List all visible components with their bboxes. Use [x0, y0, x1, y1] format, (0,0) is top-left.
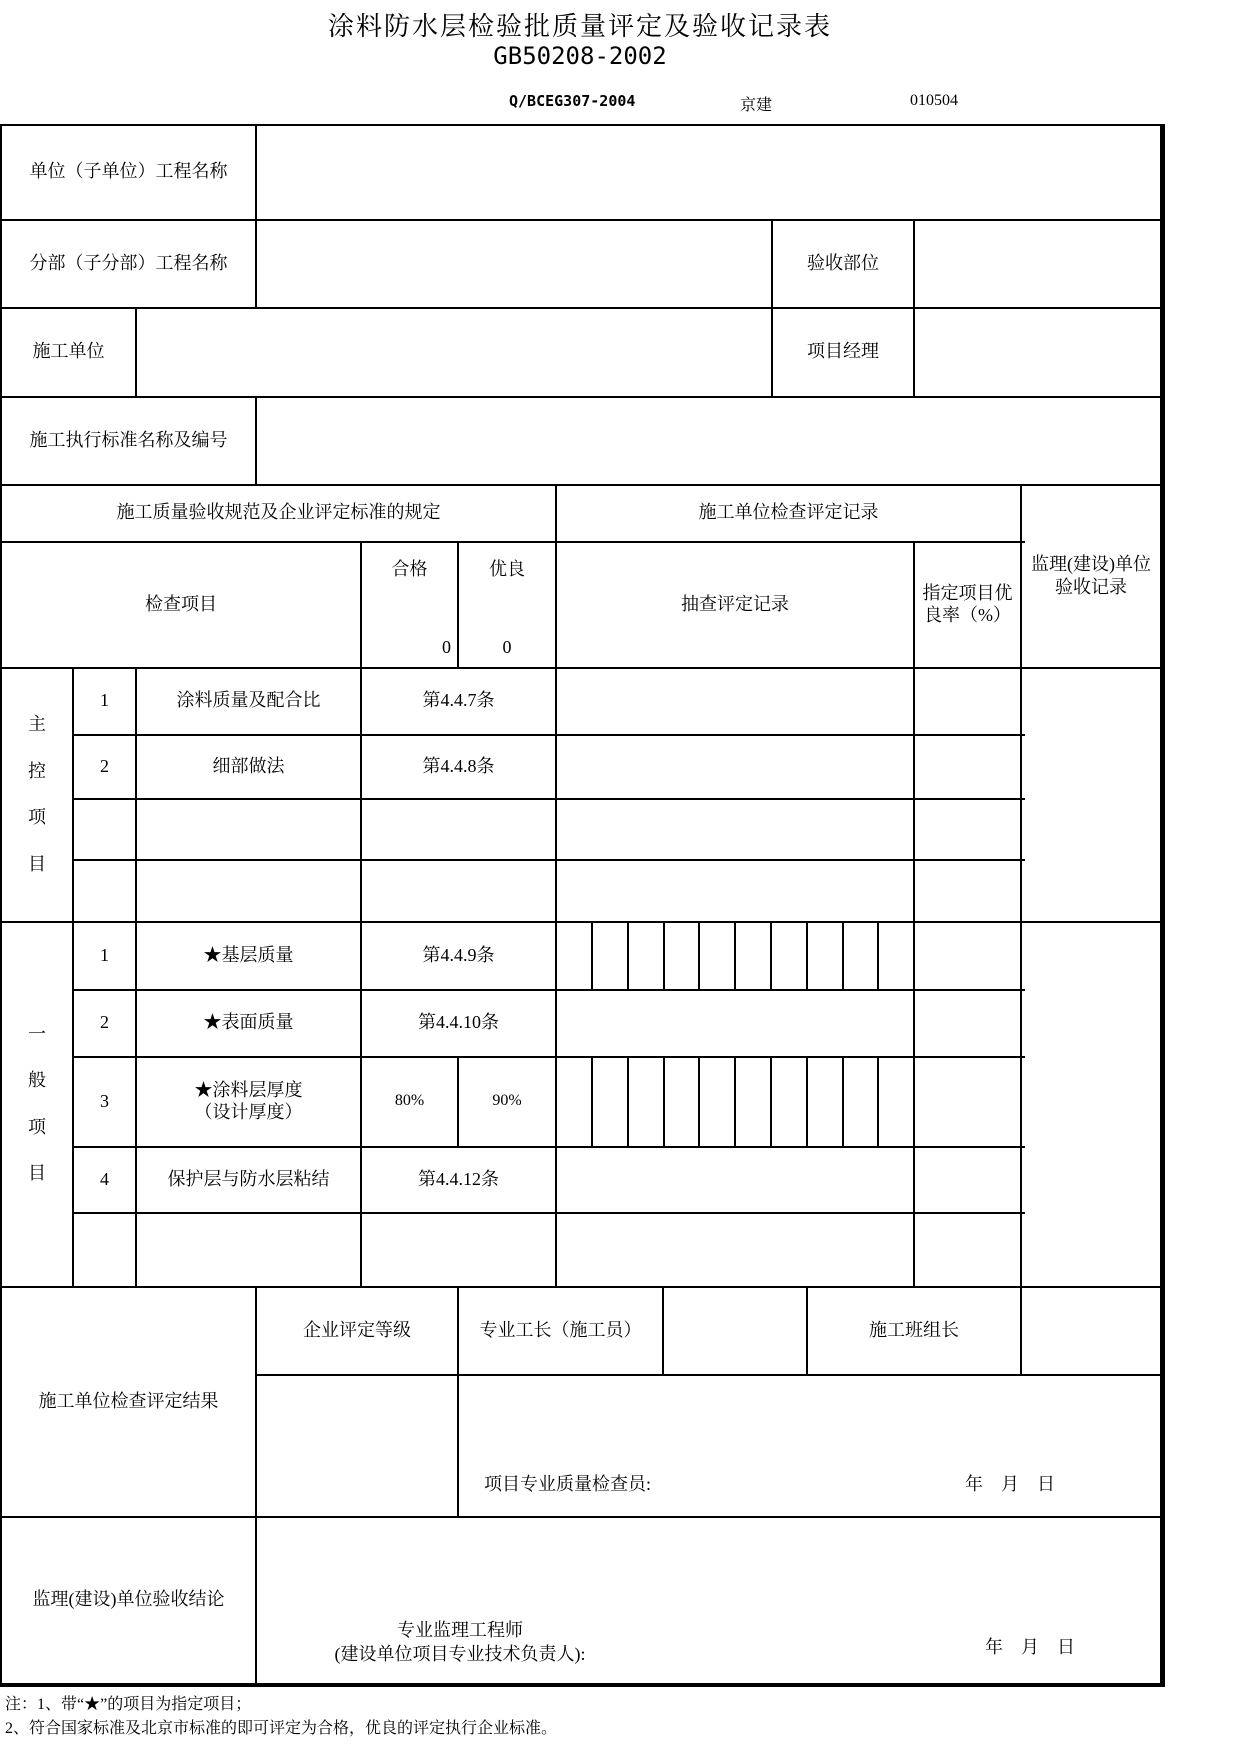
- general-item-clause: 第4.4.10条: [418, 1012, 499, 1033]
- engineer-sub-label: (建设单位项目专业技术负责人):: [334, 1643, 586, 1664]
- conclusion-label: 监理(建设)单位验收结论: [32, 1589, 225, 1610]
- general-item-pass: 80%: [394, 1092, 425, 1109]
- general-item-name: ★涂料层厚度 （设计厚度）: [194, 1079, 303, 1122]
- general-item-name: ★表面质量: [203, 1012, 294, 1033]
- contractor-check-header: 施工单位检查评定记录: [698, 502, 879, 523]
- main-item-clause: 第4.4.8条: [422, 755, 495, 776]
- standard-code: GB50208-2002: [493, 42, 667, 70]
- note-line-2: 2、符合国家标准及北京市标准的即可评定为合格，优良的评定执行企业标准。: [5, 1720, 558, 1737]
- supervisor-header: 监理(建设)单位验收记录: [1031, 554, 1151, 597]
- standard-label: 施工执行标准名称及编号: [29, 429, 228, 450]
- contractor-label: 施工单位: [32, 341, 105, 362]
- team-leader-label: 施工班组长: [869, 1319, 959, 1340]
- general-label: 一 般 项 目: [28, 1023, 46, 1183]
- sampling-record-header: 抽查评定记录: [681, 593, 789, 614]
- inspection-form-table: [0, 124, 1165, 1687]
- engineer-label: 专业监理工程师: [397, 1619, 523, 1640]
- general-item-no: 1: [100, 944, 109, 965]
- pass-count: 0: [442, 636, 451, 657]
- main-item-no: 1: [100, 690, 109, 711]
- form-number: 010504: [910, 92, 958, 109]
- result-label: 施工单位检查评定结果: [38, 1390, 219, 1411]
- inspector-label: 项目专业质量检查员:: [484, 1473, 652, 1494]
- designated-rate-header: 指定项目优良率（%）: [922, 582, 1013, 625]
- general-item-no: 3: [100, 1090, 109, 1111]
- project-manager-label: 项目经理: [807, 341, 879, 362]
- spec-header: 施工质量验收规范及企业评定标准的规定: [116, 502, 441, 523]
- main-item-clause: 第4.4.7条: [422, 690, 495, 711]
- acceptance-part-label: 验收部位: [807, 252, 879, 273]
- form-title: 涂料防水层检验批质量评定及验收记录表: [327, 12, 832, 42]
- grade-label: 企业评定等级: [303, 1319, 411, 1340]
- main-control-label: 主 控 项 目: [28, 714, 46, 874]
- general-item-no: 2: [100, 1012, 109, 1033]
- main-item-no: 2: [100, 755, 109, 776]
- excellent-header: 优良: [489, 558, 525, 579]
- border-right: [1160, 124, 1165, 1687]
- note-line-1: 注：1、带“★”的项目为指定项目；: [5, 1696, 252, 1713]
- excellent-count: 0: [502, 636, 512, 657]
- pass-header: 合格: [391, 558, 428, 579]
- unit-project-label: 单位（子单位）工程名称: [29, 161, 228, 182]
- general-item-excellent: 90%: [492, 1092, 522, 1109]
- general-item-no: 4: [100, 1168, 109, 1189]
- general-item-clause: 第4.4.9条: [422, 944, 495, 965]
- city-code: 京建: [740, 97, 773, 114]
- general-item-name: ★基层质量: [203, 944, 294, 965]
- main-item-name: 细部做法: [212, 755, 285, 776]
- general-item-clause: 第4.4.12条: [418, 1168, 499, 1189]
- check-item-header: 检查项目: [145, 593, 217, 614]
- result-date: 年 月 日: [965, 1473, 1055, 1494]
- general-item-name: 保护层与防水层粘结: [167, 1168, 330, 1189]
- foreman-label: 专业工长（施工员）: [479, 1319, 642, 1340]
- conclusion-date: 年 月 日: [985, 1636, 1075, 1657]
- form-code: Q/BCEG307-2004: [509, 92, 636, 110]
- main-item-name: 涂料质量及配合比: [176, 690, 321, 711]
- sub-project-label: 分部（子分部）工程名称: [29, 252, 228, 273]
